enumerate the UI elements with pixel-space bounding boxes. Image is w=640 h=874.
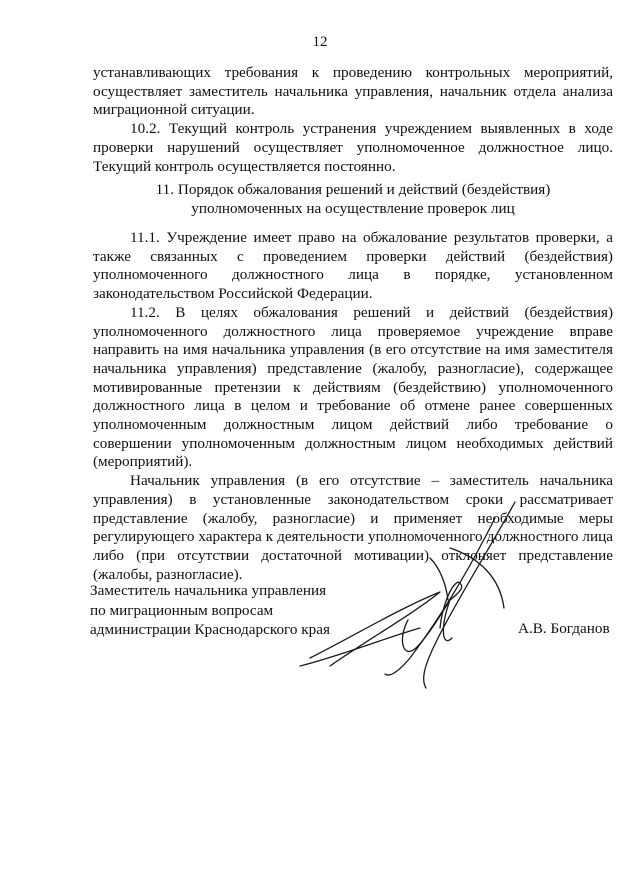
section-10-tail-paragraph: устанавливающих требования к проведению контрольных мероприятий, осуществляет заместитель начальника управления, начальник отдела анализа миграционной ситуации. bbox=[93, 64, 613, 119]
section-11-3-paragraph: Начальник управления (в его отсутствие – заместитель начальника управления) в установленные законодательством сроки рассматривает представление (жалобу, разногласие) и применяет необходимые меры регулирующего характера к деятельности уполномоченного должностного лица либо (при отсутствии достаточной мотивации) отклоняет представление (жалобы, разногласие). bbox=[93, 472, 613, 583]
signatory-title-line-2: по миграционным вопросам bbox=[90, 601, 274, 619]
signatory-title-line-1: Заместитель начальника управления bbox=[90, 582, 327, 599]
section-11-heading-line-1: 11. Порядок обжалования решений и действий (бездействия) bbox=[155, 181, 551, 198]
handwritten-signature bbox=[290, 488, 550, 708]
page-number: 12 bbox=[312, 34, 328, 50]
section-10-2-paragraph: 10.2. Текущий контроль устранения учреждением выявленных в ходе проверки нарушений осуществляет уполномоченное должностное лицо. Текущий контроль осуществляется постоянно. bbox=[93, 120, 613, 175]
section-11-heading bbox=[93, 180, 613, 218]
section-10-text bbox=[93, 64, 613, 176]
section-11-1-paragraph: 11.1. Учреждение имеет право на обжалование результатов проверки, а также связанных с проведением проверки действий (бездействия) уполномоченного должностного лица в порядке, установленном законодательством Российской Федерации. bbox=[93, 229, 613, 303]
signatory-name: А.В. Богданов bbox=[518, 620, 610, 637]
section-11-heading-line-2: уполномоченных на осуществление проверок лиц bbox=[191, 200, 515, 217]
section-11-2-paragraph: 11.2. В целях обжалования решений и действий (бездействия) уполномоченного должностного лица проверяемое учреждение вправе направить на имя начальника управления (в его отсутствие на имя заместителя начальника управления) представление (жалобу, разногласие), содержащее мотивированные претензии к действиям (бездействию) уполномоченного должностного лица в целом и требование об отмене ранее совершенных уполномоченным должностным лицом действий либо требование о совершении уполномоченным должностным лицом необходимых действий (мероприятий). bbox=[93, 303, 613, 471]
signatory-title-line-3: администрации Краснодарского края bbox=[90, 621, 330, 638]
